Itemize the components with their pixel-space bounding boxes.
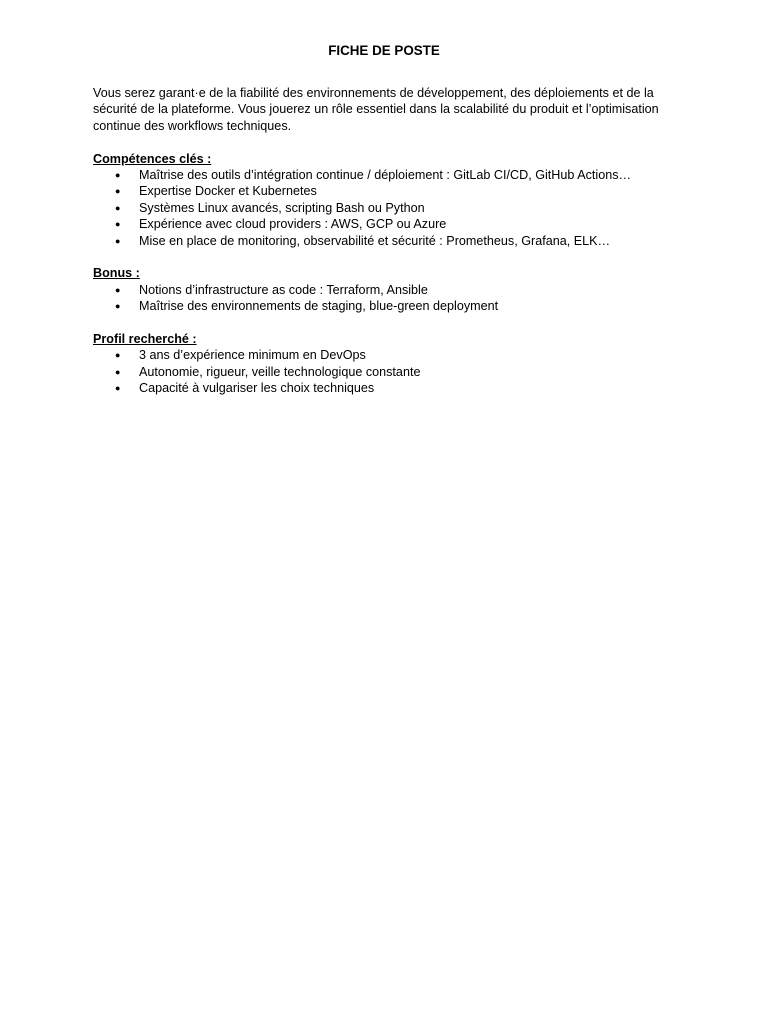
list-item-text: Systèmes Linux avancés, scripting Bash ou Python [139, 200, 425, 215]
bullet-icon: ● [115, 366, 121, 377]
list-item [93, 347, 683, 363]
section-heading: Compétences clés : [93, 151, 212, 166]
bullet-icon: ● [115, 235, 121, 246]
list-item-text: Autonomie, rigueur, veille technologique constante [139, 364, 421, 379]
list-item-text: 3 ans d’expérience minimum en DevOps [139, 348, 366, 363]
bullet-icon: ● [115, 284, 121, 295]
bullet-icon: ● [115, 350, 121, 361]
bullet-icon: ● [115, 301, 121, 312]
section-competences [93, 151, 683, 249]
bullet-icon: ● [115, 219, 121, 230]
list-item [93, 282, 683, 298]
section-heading: Bonus : [93, 266, 140, 281]
list-item-text: Capacité à vulgariser les choix techniques [139, 381, 375, 396]
list-item [93, 200, 683, 216]
list-item-text: Expérience avec cloud providers : AWS, GCP ou Azure [139, 217, 447, 232]
intro-paragraph: Vous serez garant·e de la fiabilité des environnements de développement, des déploiements et de la sécurité de la plateforme. Vous jouerez un rôle essentiel dans la scalabilité du produit et l’optimisation continue des workflows techniques. [93, 86, 659, 133]
bullet-icon: ● [115, 186, 121, 197]
list-item-text: Maîtrise des outils d’intégration continue / déploiement : GitLab CI/CD, GitHub Actions… [139, 168, 632, 183]
list-item [93, 183, 683, 199]
list-item-text: Notions d’infrastructure as code : Terraform, Ansible [139, 282, 428, 297]
list-item [93, 216, 683, 232]
list-item [93, 233, 683, 249]
list-item [93, 298, 683, 314]
document-title: FICHE DE POSTE [328, 43, 440, 58]
list-item [93, 380, 683, 396]
bullet-list [93, 282, 683, 315]
section-profil [93, 331, 683, 397]
bullet-icon: ● [115, 170, 121, 181]
list-item-text: Maîtrise des environnements de staging, blue-green deployment [139, 299, 499, 314]
bullet-list [93, 347, 683, 396]
document-body [93, 85, 683, 397]
bullet-icon: ● [115, 383, 121, 394]
section-bonus [93, 265, 683, 314]
list-item [93, 167, 683, 183]
section-heading: Profil recherché : [93, 332, 197, 347]
bullet-icon: ● [115, 202, 121, 213]
list-item [93, 364, 683, 380]
list-item-text: Expertise Docker et Kubernetes [139, 184, 317, 199]
bullet-list [93, 167, 683, 249]
list-item-text: Mise en place de monitoring, observabilité et sécurité : Prometheus, Grafana, ELK… [139, 233, 611, 248]
